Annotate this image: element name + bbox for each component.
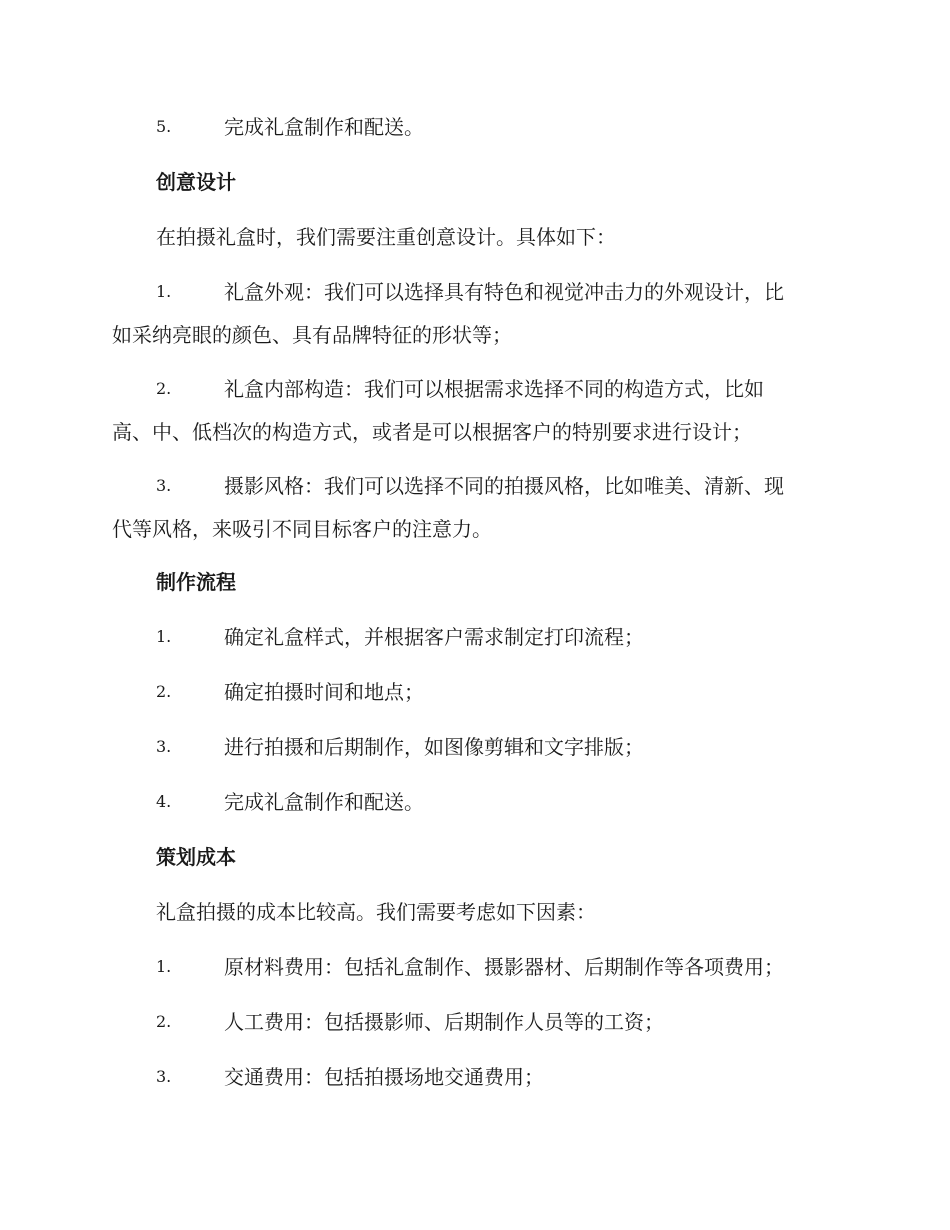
list-number: 3. <box>156 476 172 495</box>
section-heading-planning-cost: 策划成本 <box>156 845 236 869</box>
section-intro: 礼盒拍摄的成本比较高。我们需要考虑如下因素： <box>156 900 596 924</box>
list-number: 2. <box>156 682 172 701</box>
list-item-text: 原材料费用：包括礼盒制作、摄影器材、后期制作等各项费用； <box>224 955 784 979</box>
list-item-text: 礼盒内部构造：我们可以根据需求选择不同的构造方式，比如 <box>224 377 764 401</box>
section-heading-creative-design: 创意设计 <box>156 170 236 194</box>
section-heading-production-process: 制作流程 <box>156 570 236 594</box>
list-number: 4. <box>156 792 172 811</box>
list-item-text: 确定礼盒样式，并根据客户需求制定打印流程； <box>224 625 644 649</box>
list-item-text: 人工费用：包括摄影师、后期制作人员等的工资； <box>224 1010 664 1034</box>
list-item-text: 完成礼盒制作和配送。 <box>224 790 424 814</box>
list-number: 2. <box>156 1012 172 1031</box>
list-number: 3. <box>156 1067 172 1086</box>
list-item-text: 完成礼盒制作和配送。 <box>224 115 424 139</box>
section-intro: 在拍摄礼盒时，我们需要注重创意设计。具体如下： <box>156 225 616 249</box>
list-item-continuation: 如采纳亮眼的颜色、具有品牌特征的形状等； <box>112 323 512 347</box>
list-number: 5. <box>156 117 172 136</box>
list-item-text: 确定拍摄时间和地点； <box>224 680 424 704</box>
list-item-continuation: 高、中、低档次的构造方式，或者是可以根据客户的特别要求进行设计； <box>112 420 752 444</box>
list-item-text: 交通费用：包括拍摄场地交通费用； <box>224 1065 544 1089</box>
list-item-continuation: 代等风格，来吸引不同目标客户的注意力。 <box>112 517 492 541</box>
list-item-text: 摄影风格：我们可以选择不同的拍摄风格，比如唯美、清新、现 <box>224 474 784 498</box>
list-item-text: 进行拍摄和后期制作，如图像剪辑和文字排版； <box>224 735 644 759</box>
list-number: 2. <box>156 379 172 398</box>
list-number: 1. <box>156 957 172 976</box>
list-number: 3. <box>156 737 172 756</box>
list-item-text: 礼盒外观：我们可以选择具有特色和视觉冲击力的外观设计，比 <box>224 280 784 304</box>
list-number: 1. <box>156 282 172 301</box>
list-number: 1. <box>156 627 172 646</box>
